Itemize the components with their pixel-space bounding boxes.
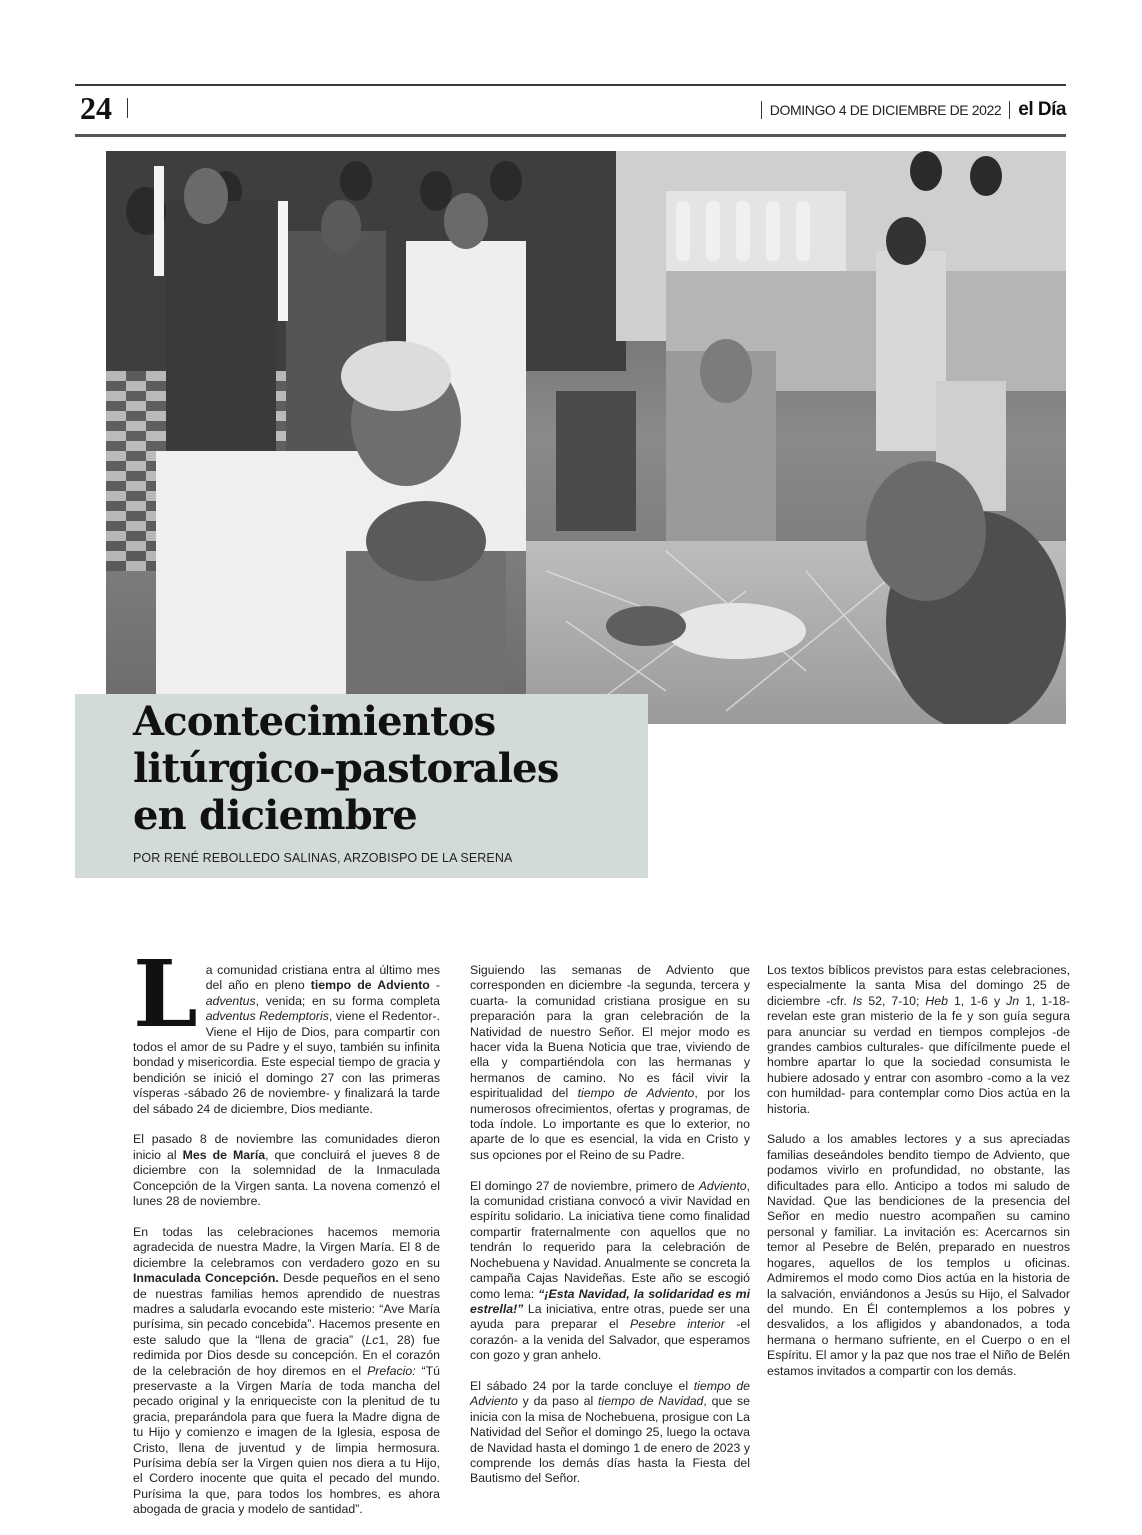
article-column-1 [133, 940, 441, 1533]
italic-text: Prefacio: [367, 1363, 416, 1378]
paragraph-text [470, 1179, 750, 1362]
article-paragraph [133, 1132, 440, 1209]
text-run: Saludo a los amables lectores y a sus apreciadas familias deseándoles bendito tiempo de Adviento, que podamos vivirlo en profundidad, no obstante, las dificultades para ello. Anticipo a todos mi saludo de Navidad. Que las bendiciones de la presencia del Señor en medio nuestro acompañen su camino personal y familiar. La invitación es: Acercarnos sin temor al Pesebre de Belén, preparado en nuestros hogares, aquellos de los templos u oficinas. Admiremos el modo como Dios actúa en la historia de la salvación, enviándonos a Jesús su Hijo, el Salvador del mundo. En Él contemplemos a los pobres y desvalidos, a los afligidos y abandonados, a toda hermana o hermano sufriente, en el Cuerpo o en el Espíritu. El amor y la paz que nos trae el Niño de Belén estamos invitados a compartir con los demás. [767, 1132, 1070, 1378]
text-run: a comunidad cristiana entra al último mes del año en pleno [205, 963, 440, 993]
article-column-2 [470, 963, 750, 1502]
nativity-scene-photo [106, 151, 1066, 724]
page-number: 24 [80, 90, 112, 126]
article-paragraph [767, 1132, 1070, 1379]
italic-text: Adviento [698, 1178, 747, 1193]
text-run: El sábado 24 por la tarde concluye el [470, 1378, 694, 1393]
text-run: “¡Esta Navidad, la solidaridad es mi estrella!” [470, 1286, 750, 1316]
italic-text: Pesebre interior [630, 1317, 725, 1332]
italic-text: Is [852, 993, 863, 1008]
headline-line: Acontecimientos [133, 698, 496, 745]
photo-illustration [106, 151, 1066, 724]
article-headline [133, 698, 559, 839]
paragraph-text [133, 1132, 440, 1208]
italic-text: tiempo de Navidad [598, 1394, 704, 1409]
paragraph-text [767, 963, 1070, 1116]
article-column-3 [767, 963, 1070, 1394]
publication-date: DOMINGO 4 DE DICIEMBRE DE 2022 [769, 102, 1002, 118]
text-run: , que se inicia con la misa de Nochebuena, prosigue con La Natividad del Señor el domingo 25, luego la octava de Navidad hasta el domingo 1 de enero de 2023 y comprende los demás días hasta la Fiesta del Bautismo del Señor. [470, 1394, 750, 1486]
text-run: El pasado 8 de noviembre las comunidades dieron inicio al [133, 1132, 440, 1162]
text-run: En todas las celebraciones hacemos memoria agradecida de nuestra Madre, la Virgen María. El 8 de diciembre la celebramos con verdadero gozo en su [133, 1224, 440, 1270]
header-top-rule [75, 84, 1066, 86]
text-run: , que concluirá el jueves 8 de diciembre con la solemnidad de la Inmaculada Concepción de la Virgen santa. La novena comenzó el lunes 28 de noviembre. [133, 1147, 440, 1209]
article-paragraph [767, 963, 1070, 1117]
text-run: , viene el Redentor-. Viene el Hijo de Dios, para compartir con todos el amor de su Padre y el suyo, también su infinita bondad y misericordia. Este especial tiempo de gracia y bendición se inició el domingo 27 con las primeras vísperas -sábado 26 de noviembre- y finalizará la tarde del sábado 24 de diciembre, Dios mediante. [133, 1009, 440, 1116]
italic-text: adventus [205, 993, 256, 1008]
bold-text: Mes de María [182, 1147, 266, 1162]
dateline [753, 97, 1066, 123]
article-byline: POR RENÉ REBOLLEDO SALINAS, ARZOBISPO DE LA SERENA [133, 851, 513, 865]
text-run: , la comunidad cristiana convocó a vivir Navidad en espíritu solidario. La iniciativa tiene como finalidad compartir fraternalmente con aquellos que no tendrán lo requerido para la celebración de Nochebuena y Navidad. Anualmente se concreta la campaña Cajas Navideñas. Este año se escogió como lema: [470, 1178, 750, 1301]
article-paragraph [133, 940, 441, 1117]
article-paragraph [133, 1225, 440, 1518]
text-run: 1, 1-6 y [947, 993, 1007, 1008]
headline-line: en diciembre [133, 792, 417, 839]
text-run: 52, 7-10; [862, 993, 926, 1008]
text-run: y da paso al [517, 1394, 599, 1409]
page-number-separator [127, 98, 128, 118]
paragraph-text [133, 1225, 440, 1516]
text-run: -el corazón- a la venida del Salvador, que esperamos con gozo y gran anhelo. [470, 1317, 750, 1363]
date-separator-right [1009, 101, 1010, 119]
paragraph-text [470, 1379, 750, 1485]
article-paragraph [470, 1179, 750, 1364]
text-run: Los textos bíblicos previstos para estas celebraciones, especialmente la santa Misa del domingo 25 de diciembre -cfr. [767, 963, 1070, 1008]
newspaper-logo: el Día [1018, 99, 1066, 120]
article-paragraph [470, 1379, 750, 1487]
italic-text: Lc [365, 1332, 379, 1347]
text-run: - [429, 978, 441, 993]
italic-text: Heb [925, 993, 948, 1008]
italic-text: Jn [1006, 993, 1020, 1008]
article-paragraph [470, 963, 750, 1163]
text-run: La iniciativa, entre otras, puede ser una ayuda para preparar el [470, 1301, 750, 1332]
headline-box [75, 694, 648, 878]
bold-text: tiempo de Adviento [310, 978, 430, 993]
paragraph-text [767, 1132, 1070, 1377]
headline-line: litúrgico-pastorales [133, 745, 559, 792]
text-run: 1, 28) fue redimida por Dios desde su concepción. En el corazón de la celebración de hoy diremos en el [133, 1332, 440, 1378]
date-separator-left [761, 101, 762, 119]
text-run: Desde pequeños en el seno de nuestras familias hemos aprendido de nuestras madres a saludarla evocando este misterio: “Ave María purísima, sin pecado concebida”. Hacemos presente en este saludo que la “llena de gracia” ( [133, 1271, 440, 1347]
text-run: “Tú preservaste a la Virgen María de toda mancha del pecado original y la enriqueciste con la plenitud de tu gracia, preparándola para que fuera la Madre digna de tu Hijo y comienzo e imagen de la Iglesia, esposa de Cristo, llena de juventud y de limpia hermosura. Purísima debía ser la Virgen quien nos diera a tu Hijo, el Cordero inocente que quita el pecado del mundo. Purísima la que, para todos los hombres, es ahora abogada de gracia y modelo de santidad”. [133, 1363, 440, 1517]
text-run: El domingo 27 de noviembre, primero de [470, 1178, 699, 1193]
text-run: 1, 1-18- revelan este gran misterio de la fe y son guía segura para anunciar su verdad en tiempos complejos -de grandes cambios culturales- que difícilmente puede el hombre apartar lo que la sociedad consumista le hubiere adosado y entrar con asombro -como a la vez con humildad- para contemplar como Dios actúa en la historia. [767, 993, 1071, 1116]
bold-text: Inmaculada Concepción. [133, 1271, 279, 1286]
italic-text: tiempo de Adviento [577, 1086, 695, 1101]
paragraph-text [470, 963, 750, 1162]
italic-text: adventus Redemptoris [205, 1009, 329, 1024]
text-run: , por los numerosos ofrecimientos, ofertas y programas, de toda índole. Lo importante es que lo exterior, no aparte de lo que es esencial, la vida en Cristo y sus opciones por el Reino de su Padre. [470, 1086, 750, 1162]
text-run: , venida; en su forma completa [255, 993, 440, 1008]
text-run: Siguiendo las semanas de Adviento que corresponden en diciembre -la segunda, tercera y cuarta- la comunidad cristiana prosigue en su preparación para la gran celebración de la Natividad de nuestro Señor. El mejor modo es hacer vida la Buena Noticia que trae, viviendo de ella y compartiéndola con las hermanas y hermanos de camino. No es fácil vivir la espiritualidad del [470, 963, 750, 1101]
header-bottom-rule [75, 134, 1066, 137]
drop-cap: L [133, 940, 198, 1048]
italic-text: tiempo de Adviento [470, 1378, 750, 1409]
